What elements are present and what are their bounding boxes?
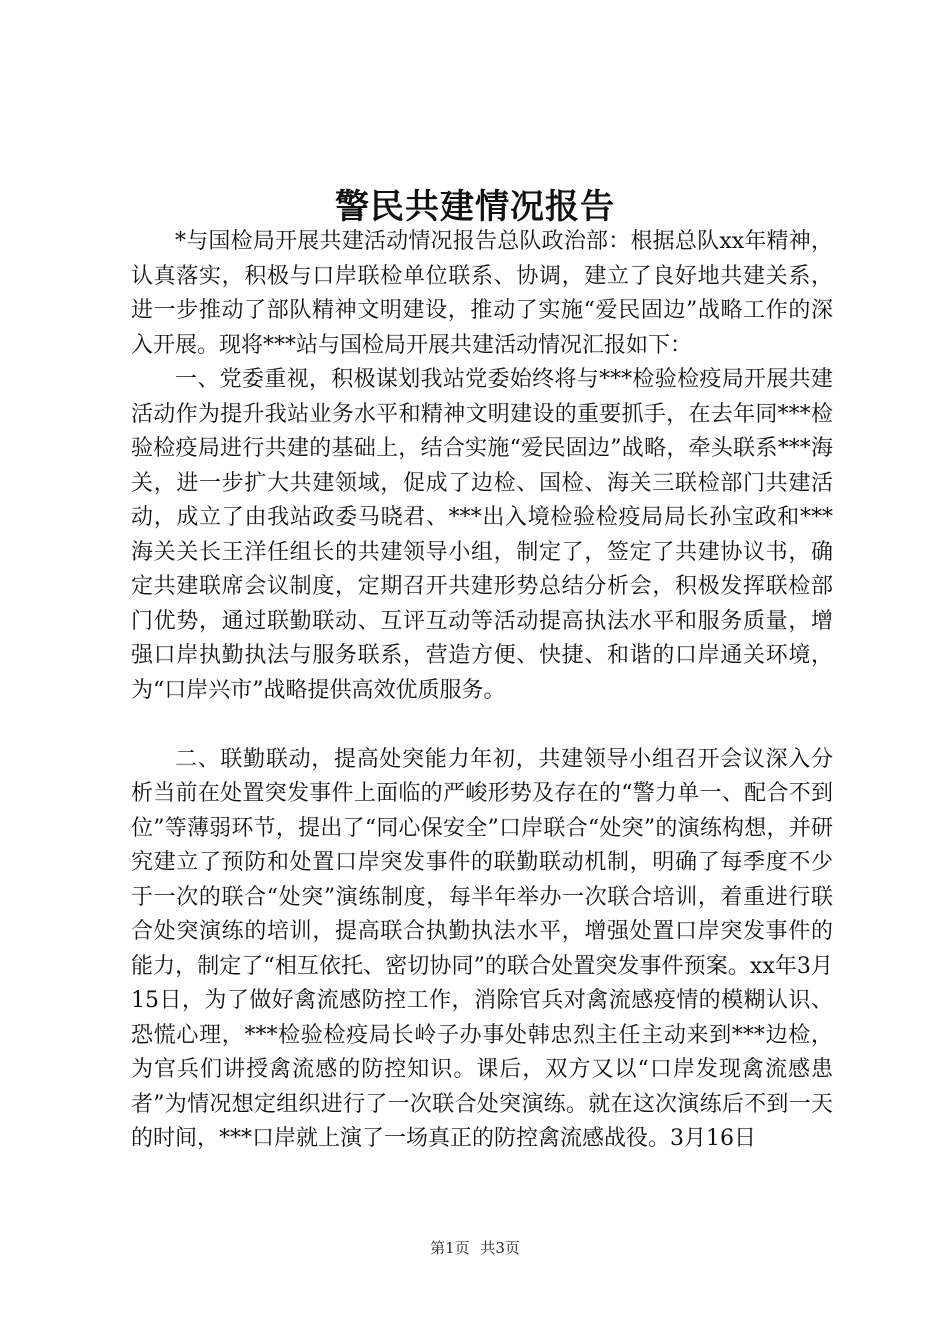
document-title: 警民共建情况报告: [335, 187, 615, 227]
paragraph-section-1: 一、党委重视，积极谋划我站党委始终将与***检验检疫局开展共建活动作为提升我站业务水平和精神文明建设的重要抓手，在去年同***检验检疫局进行共建的基础上，结合实施“爱民固边”战略，牵头联系***海关，进一步扩大共建领域，促成了边检、国检、海关三联检部门共建活动，成立了由我站政委马晓君、***出入境检验检疫局局长孙宝政和***海关关长王洋任组长的共建领导小组，制定了，签定了共建协议书，确定共建联席会议制度，定期召开共建形势总结分析会，积极发挥联检部门优势，通过联勤联动、互评互动等活动提高执法水平和服务质量，增强口岸执勤执法与服务联系，营造方便、快捷、和谐的口岸通关环境，为“口岸兴市”战略提供高效优质服务。: [131, 367, 833, 703]
page-number: 第1页: [430, 1239, 470, 1257]
paragraph-section-2: 二、联勤联动，提高处突能力年初，共建领导小组召开会议深入分析当前在处置突发事件上面临的严峻形势及存在的“警力单一、配合不到位”等薄弱环节，提出了“同心保安全”口岸联合“处突”的演练构想，并研究建立了预防和处置口岸突发事件的联勤联动机制，明确了每季度不少于一次的联合“处突”演练制度，每半年举办一次联合培训，着重进行联合处突演练的培训，提高联合执勤执法水平，增强处置口岸突发事件的能力，制定了“相互依托、密切协同”的联合处置突发事件预案。xx年3月15日，为了做好禽流感防控工作，消除官兵对禽流感疫情的模糊认识、恐慌心理，***检验检疫局长岭子办事处韩忠烈主任主动来到***边检，为官兵们讲授禽流感的防控知识。课后，双方又以“口岸发现禽流感患者”为情况想定组织进行了一次联合处突演练。就在这次演练后不到一天的时间，***口岸就上演了一场真正的防控禽流感战役。3月16日: [131, 746, 833, 1151]
paragraph-intro: *与国检局开展共建活动情况报告总队政治部：根据总队xx年精神，认真落实，积极与口岸联检单位联系、协调，建立了良好地共建关系，进一步推动了部队精神文明建设，推动了实施“爱民固边”战略工作的深入开展。现将***站与国检局开展共建活动情况汇报如下：: [131, 229, 833, 358]
page-total: 共3页: [480, 1239, 520, 1257]
document-body: [131, 225, 833, 1157]
page-footer: [0, 1238, 950, 1258]
